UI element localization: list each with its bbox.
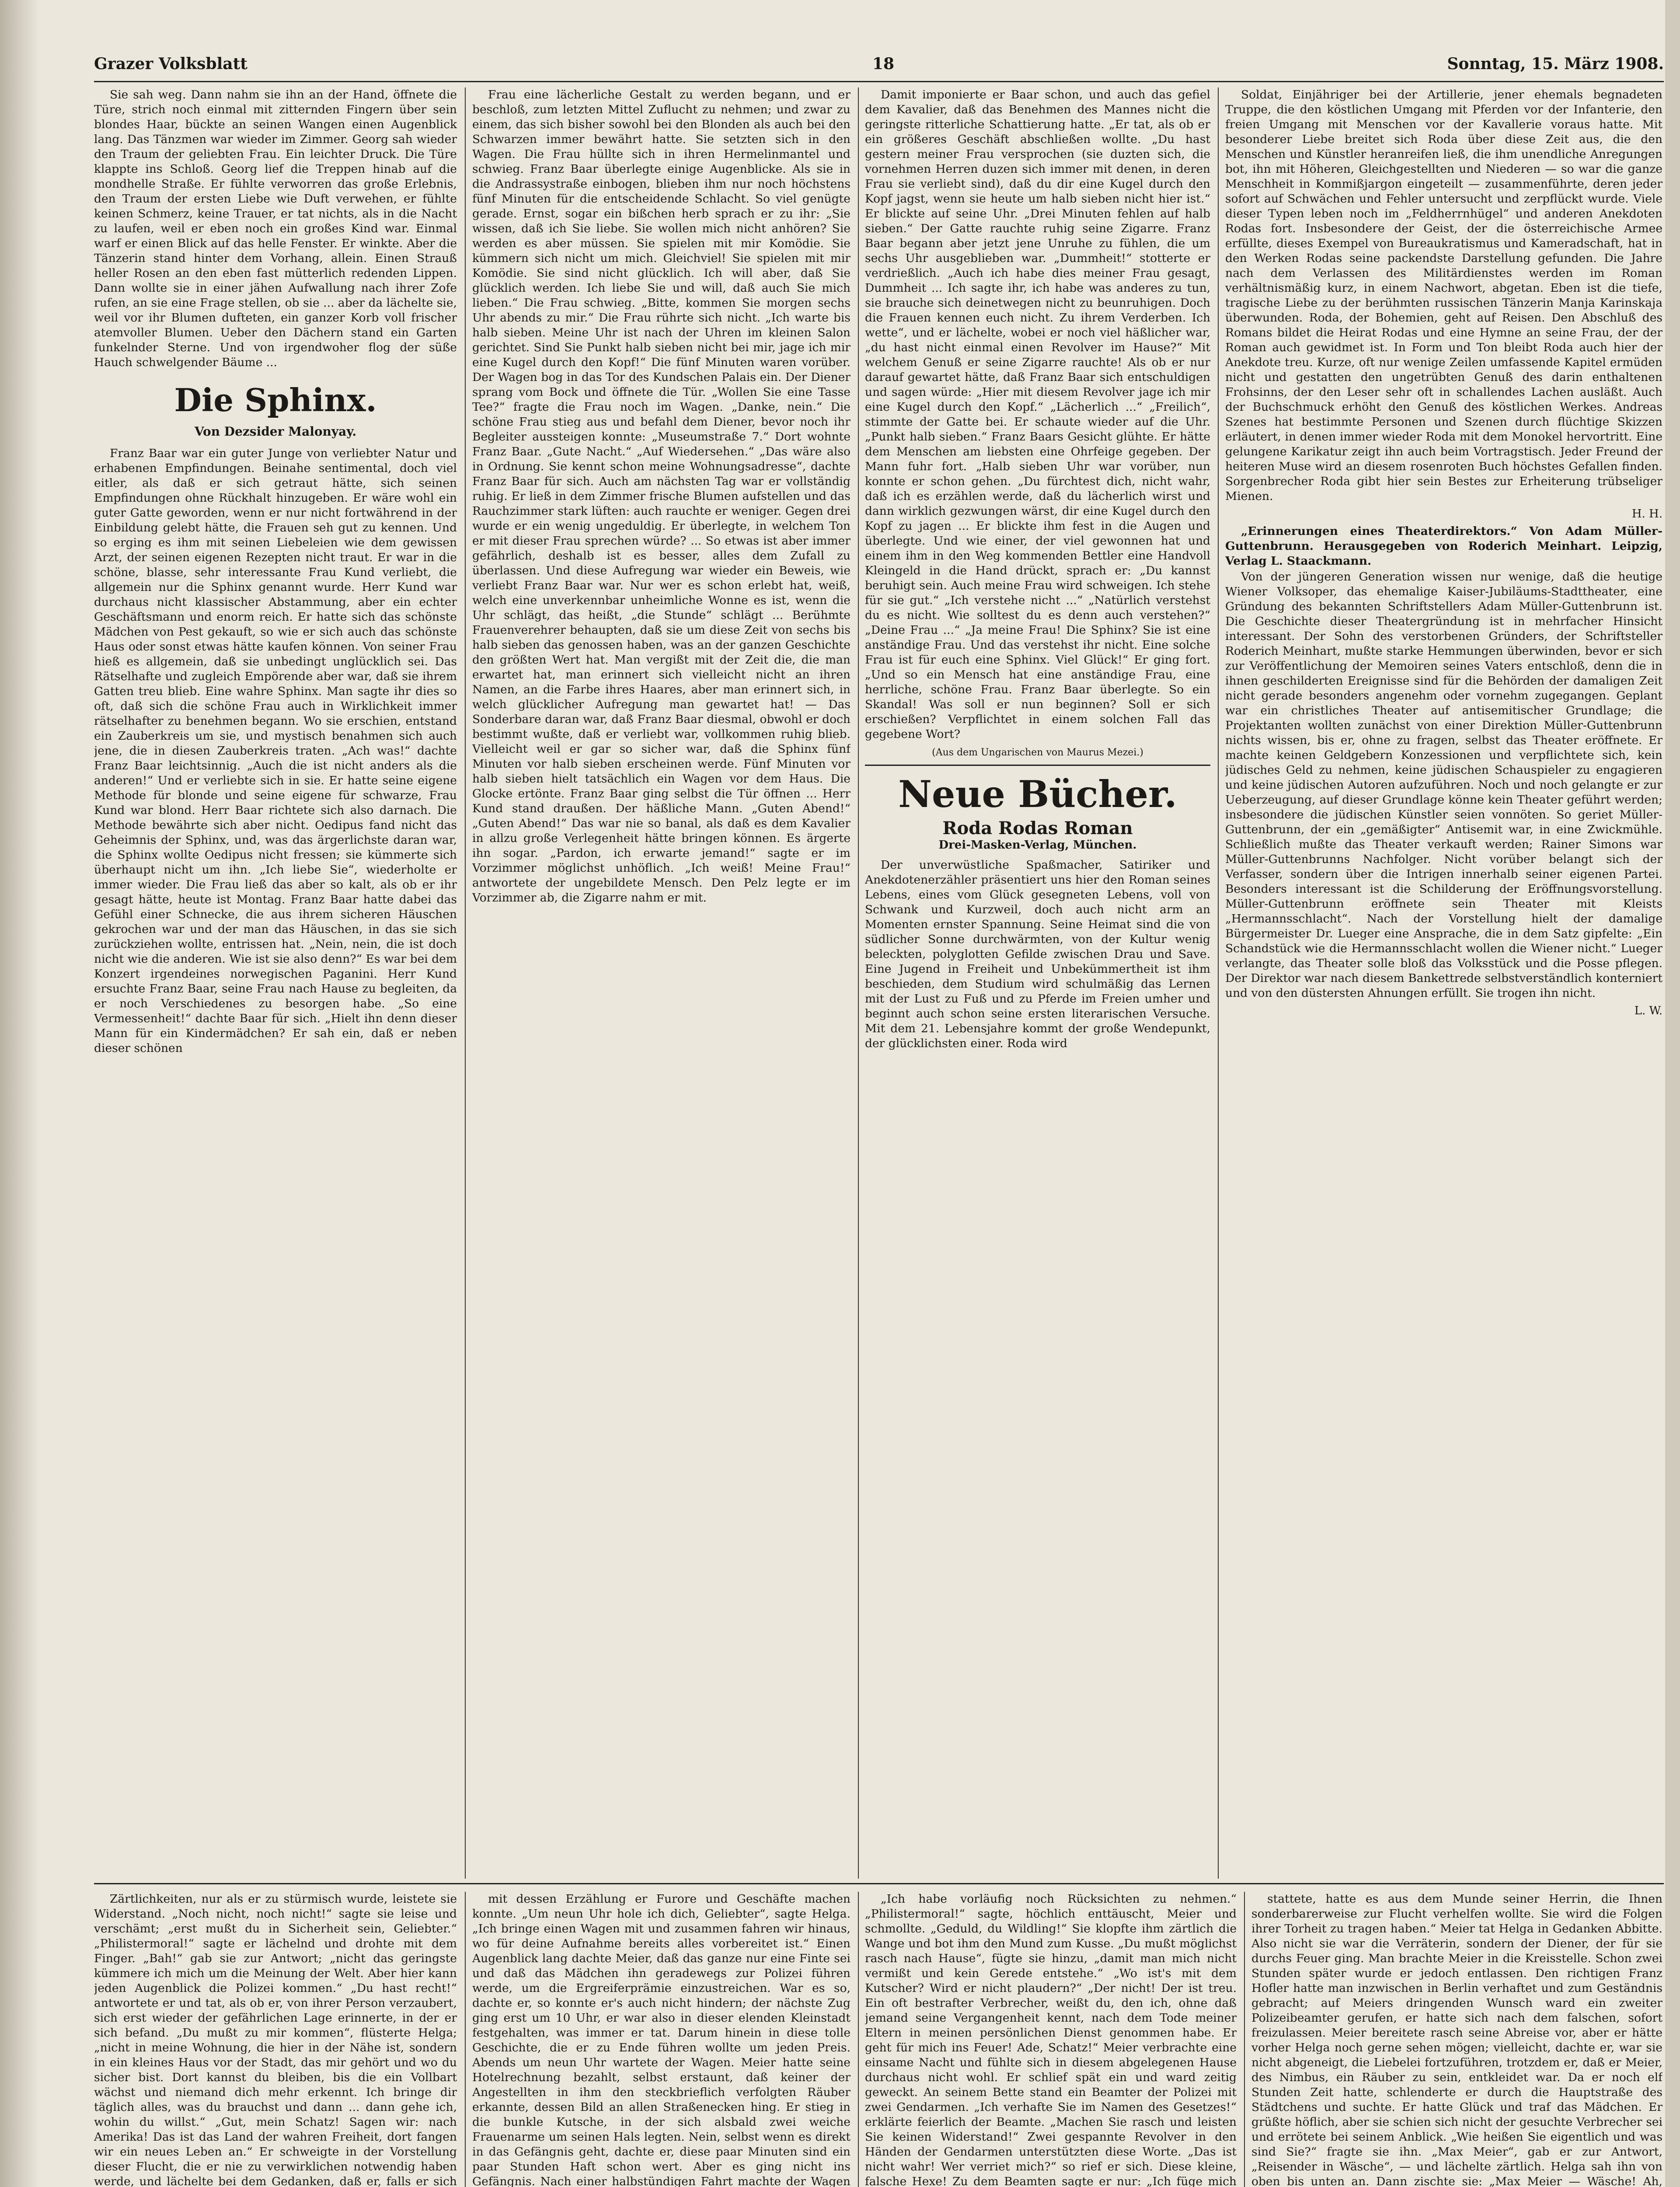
translation-credit: (Aus dem Ungarischen von Maurus Mezei.): [932, 747, 1143, 758]
serial-text-1: Zärtlichkeiten, nur als er zu stürmisch wurde, leistete sie Widerstand. „Noch nicht, noch nicht!“ sagte sie leise und verschämt; „erst mußt du in Sicherheit sein, Geliebter.“ „Philistermoral!“ sagte er lächelnd und drohte mit dem Finger. „Bah!“ gab sie zur Antwort; „nicht das geringste kümmere ich mich um die Meinung der Welt. Aber hier kann jeden Augenblick die Polizei kommen.“ „Du hast recht!“ antwortete er und tat, als ob er, von ihrer Person verzaubert, sich erst wieder der gefährlichen Lage erinnerte, in der er sich befand. „Du mußt zu mir kommen“, flüsterte Helga; „nicht in meine Wohnung, die hier in der Nähe ist, sondern in ein kleines Haus vor der Stadt, das mir gehört und wo du sicher bist. Dort kannst du bleiben, bis die ein Vollbart wächst und niemand dich mehr erkennt. Ich bringe dir täglich alles, was du brauchst und dann ... dann gehe ich, wohin du willst.“ „Gut, mein Schatz! Sagen wir: nach Amerika! Das ist das Land der wahren Freiheit, dort fangen wir ein neues Leben an.“ Er schweigte in der Vorstellung dieser Flucht, die er nie zu verwirklichen notwendig haben werde, und lächelte bei dem Gedanken, daß er, falls er sich: [94, 1892, 457, 2187]
issue-date: Sonntag, 15. März 1908.: [1447, 55, 1664, 73]
section-divider: [865, 765, 1210, 766]
serial-text-3: „Ich habe vorläufig noch Rücksichten zu nehmen.“ „Philistermoral!“ sagte, höchlich enttäuscht, Meier und schmollte. „Geduld, du Wildling!“ Sie klopfte ihm zärtlich die Wange und bot ihm den Mund zum Kusse. „Du mußt möglichst rasch nach Hause“, fügte sie hinzu, „damit man mich nicht vermißt und kein Gerede entstehe.“ „Wo ist's mit dem Kutscher? Wird er nicht plaudern?“ „Der nicht! Der ist treu. Ein oft bestrafter Verbrecher, weißt du, den ich, ohne daß jemand seine Vergangenheit kennt, nach dem Tode meiner Eltern in meinen persönlichen Dienst genommen habe. Er geht für mich ins Feuer! Ade, Schatz!“ Meier verbrachte eine einsame Nacht und fühlte sich in diesem abgelegenen Hause durchaus nicht wohl. Er schlief spät ein und ward zeitig geweckt. An seinem Bette stand ein Beamter der Polizei mit zwei Gendarmen. „Ich verhafte Sie im Namen des Gesetzes!“ erklärte feierlich der Beamte. „Machen Sie rasch und leisten Sie keinen Widerstand!“ Zwei gespannte Revolver in den Händen der Gendarmen unterstützten diese Worte. „Das ist nicht wahr! Wer verriet mich?“ so rief er sich. Diese kleine, falsche Hexe! Zu dem Beamten sagte er nur: „Ich füge mich: [865, 1892, 1237, 2187]
book-publisher: Drei-Masken-Verlag, München.: [938, 838, 1137, 852]
section-rule: [94, 1883, 1664, 1884]
column-rule: [1218, 87, 1219, 1879]
bottom-column-4: [1251, 1892, 1663, 2187]
page-header: [94, 55, 1664, 82]
column-rule: [465, 87, 466, 1879]
story-text-part-2: Frau eine lächerliche Gestalt zu werden begann, und er beschloß, zum letzten Mittel Zuflucht zu nehmen; und zwar zu einem, das sich bisher sowohl bei den Blonden als auch bei den Schwarzen immer bewährt hatte. Sie setzten sich in den Wagen. Die Frau hüllte sich in ihren Hermelinmantel und schwieg. Franz Baar überlegte einige Augenblicke. Als sie in die Andrassystraße einbogen, blieben ihm nur noch höchstens fünf Minuten für die entscheidende Schlacht. So viel genügte gerade. Ernst, sogar ein bißchen herb sprach er zu ihr: „Sie wissen, daß ich Sie liebe. Sie wollen mich nicht anhören? Sie werden es aber müssen. Sie spielen mit mir Komödie. Sie kümmern sich nicht um mich. Gleichviel! Sie spielen mit mir Komödie. Sie sind nicht glücklich. Ich will aber, daß Sie glücklich werden. Ich liebe Sie und will, daß auch Sie mich lieben.“ Die Frau schwieg. „Bitte, kommen Sie morgen sechs Uhr abends zu mir.“ Die Frau rührte sich nicht. „Ich warte bis halb sieben. Meine Uhr ist nach der Uhren im kleinen Salon gerichtet. Sind Sie Punkt halb sieben nicht bei mir, jage ich mir eine Kugel durch den Kopf!“ Die fünf Minuten waren vorüber. Der Wagen bog in das Tor des Kundschen Palais ein. Der Diener sprang vom Bock und öffnete die Tür. „Wollen Sie eine Tasse Tee?“ fragte die Frau noch im Wagen. „Danke, nein.“ Die schöne Frau stieg aus und befahl dem Diener, bevor noch ihr Begleiter aussteigen konnte: „Museumstraße 7.“ Dort wohnte Franz Baar. „Gute Nacht.“ „Auf Wiedersehen.“ „Das wäre also in Ordnung. Sie kennt schon meine Wohnungsadresse“, dachte Franz Baar für sich. Auch am nächsten Tag war er vollständig ruhig. Er ließ in dem Zimmer frische Blumen aufstellen und das Rauchzimmer stark lüften: auch rauchte er weniger. Gegen drei wurde er ein wenig ungeduldig. Er überlegte, in welchem Ton er mit dieser Frau sprechen würde? ... So etwas ist aber immer gefährlich, deshalb ist es besser, alles dem Zufall zu überlassen. Und diese Aufregung war wieder ein Beweis, wie verliebt Franz Baar war. Nur wer es schon erlebt hat, weiß, welch eine unverkennbar unheimliche Wonne es ist, wenn die Uhr schlägt, das heißt, „die Stunde“ schlägt ... Berühmte Frauenverehrer behaupten, daß sie um diese Zeit von sechs bis halb sieben das genossen haben, was an der ganzen Geschichte den größten Wert hat. Man vergißt mit der Zeit die, die man erwartet hat, man erinnert sich vielleicht nicht an ihren Namen, an die Farbe ihres Haares, aber man erinnert sich, in welch glücklicher Aufregung man gewartet hat! — Das Sonderbare daran war, daß Franz Baar diesmal, obwohl er doch bestimmt wußte, daß er verliebt war, vollkommen ruhig blieb. Vielleicht weil er gar so sicher war, daß die Sphinx fünf Minuten vor halb sieben erscheinen werde. Fünf Minuten vor halb sieben hielt tatsächlich ein Wagen vor dem Haus. Die Glocke ertönte. Franz Baar ging selbst die Tür öffnen ... Herr Kund stand draußen. Der häßliche Mann. „Guten Abend!“ „Guten Abend!“ Das war nie so banal, als daß es dem Kavalier in allzu große Verlegenheit hätte bringen können. Es ärgerte ihn sogar. „Pardon, ich erwarte jemand!“ sagte er im Vorzimmer möglichst unhöflich. „Ich weiß! Meine Frau!“ antwortete der ungebildete Mensch. Den Pelz legte er im Vorzimmer ab, die Zigarre nahm er mit.: [472, 88, 850, 905]
binding-shadow: [0, 0, 39, 2187]
column-rule: [858, 87, 859, 1879]
second-review-title: „Erinnerungen eines Theaterdirektors.“ Von Adam Müller-Guttenbrunn. Herausgegeben von Roderich Meinhart. Leipzig, Verlag L. Staackmann.: [1225, 524, 1663, 568]
book-review-title: Roda Rodas Roman: [942, 818, 1133, 838]
top-column-3: [865, 87, 1210, 1879]
bottom-column-3: [865, 1892, 1237, 2187]
serial-text-2: mit dessen Erzählung er Furore und Geschäfte machen konnte. „Um neun Uhr hole ich dich, Geliebter“, sagte Helga. „Ich bringe einen Wagen mit und zusammen fahren wir hinaus, wo für deine Aufnahme bereits alles vorbereitet ist.“ Einen Augenblick lang dachte Meier, daß das ganze nur eine Finte sei und daß das Mädchen ihn geradewegs zur Polizei führen werde, um die Ergreiferprämie einzustreichen. War es so, dachte er, so konnte er's auch nicht hindern; der nächste Zug ging erst um 10 Uhr, er war also in dieser elenden Kleinstadt festgehalten, was immer er tat. Darum hinein in diese tolle Geschichte, die er zu Ende führen wollte um jeden Preis. Abends um neun Uhr wartete der Wagen. Meier hatte seine Hotelrechnung bezahlt, selbst erstaunt, daß keiner der Angestellten in ihm den steckbrieflich verfolgten Räuber erkannte, dessen Bild an allen Straßenecken hing. Er stieg in die bunkle Kutsche, in der sich alsbald zwei weiche Frauenarme um seinen Hals legten. Nein, selbst wenn es direkt in das Gefängnis geht, dachte er, diese paar Minuten sind ein paar Stunden Haft schon wert. Aber es ging nicht ins Gefängnis. Nach einer halbstündigen Fahrt machte der Wagen: [472, 1892, 850, 2187]
review-signature: H. H.: [1631, 507, 1663, 521]
top-column-2: [472, 87, 850, 1879]
bottom-column-2: [472, 1892, 850, 2187]
column-rule: [465, 1892, 466, 2187]
story-byline: Von Dezsider Malonyay.: [194, 424, 357, 439]
serial-continuation: Sie sah weg. Dann nahm sie ihn an der Hand, öffnete die Türe, strich noch einmal mit zitternden Fingern über sein blondes Haar, bückte an seinen Wangen einen Augenblick lang. Das Tänzmen war wieder im Zimmer. Georg sah wieder den Traum der geliebten Frau. Ein leichter Druck. Die Türe klappte ins Schloß. Georg lief die Treppen hinab auf die mondhelle Straße. Er fühlte verworren das große Erlebnis, den Traum der ersten Liebe wie Duft verwehen, er fühlte keinen Schmerz, keine Trauer, er tat nichts, als in die Nacht zu laufen, weil er eben noch ein großes Kind war. Einmal warf er einen Blick auf das helle Fenster. Er winkte. Aber die Tänzerin stand hinter dem Vorhang, allein. Einen Strauß heller Rosen an den eben fast mütterlich redenden Lippen. Dann wollte sie in einer jähen Aufwallung nach ihrer Zofe rufen, an sie eine Frage stellen, ob sie ... aber da lächelte sie, weil vor ihr Blumen dufteten, ein ganzer Korb voll frischer atemvoller Blumen. Ueber den Dächern stand ein Garten funkelnder Sterne. Und von irgendwoher flog der süße Hauch schwelgender Bäume ...: [94, 88, 457, 369]
books-section-title: Neue Bücher.: [898, 772, 1177, 816]
second-review-text: Von der jüngeren Generation wissen nur wenige, daß die heutige Wiener Volksoper, das ehemalige Kaiser-Jubiläums-Stadttheater, eine Gründung des bekannten Schriftstellers Adam Müller-Guttenbrunn ist. Die Geschichte dieser Theatergründung ist in mehrfacher Hinsicht interessant. Der Sohn des verstorbenen Gründers, der Schriftsteller Roderich Meinhart, mußte starke Hemmungen überwinden, bevor er sich zur Veröffentlichung der Memoiren seines Vaters entschloß, denn die in ihnen geschilderten Ereignisse sind für die Behörden der damaligen Zeit nicht gerade besonders angenehm oder vornehm zugegangen. Geplant war ein christliches Theater auf antisemitischer Grundlage; die Projektanten wollten zunächst von einer Direktion Müller-Guttenbrunn nichts wissen, bis er, ohne zu fragen, selbst das Theater eröffnete. Er machte keinen Geldgebern Konzessionen und verpflichtete sich, kein jüdisches Geld zu nehmen, keine jüdischen Schauspieler zu engagieren und keine jüdischen Autoren aufzuführen. Noch und noch gelangte er zur Ueberzeugung, auf dieser Grundlage könne kein Theater geführt werden; insbesondere die jüdischen Künstler seien vonnöten. So geriet Müller-Guttenbrunn, der ein „gemäßigter“ Antisemit war, in eine Zwickmühle. Schließlich mußte das Theater verkauft werden; Rainer Simons war Müller-Guttenbrunns Nachfolger. Nicht vorüber belangt sich der Verfasser, sondern über die Intrigen innerhalb seiner eigenen Partei. Besonders interessant ist die Schilderung der Eröffnungsvorstellung. Müller-Guttenbrunn eröffnete sein Theater mit Kleists „Hermannsschlacht“. Nach der Vorstellung hielt der damalige Bürgermeister Dr. Lueger eine Ansprache, die in dem Satz gipfelte: „Ein Schandstück wie die Hermannsschlacht wollen die Wiener nicht.“ Lueger verlangte, das Theater solle bloß das Volksstück und die Posse pflegen. Der Direktor war nach diesem Bankettrede selbstverständlich konterniert und von den düstersten Ahnungen erfüllt. Sie trogen ihn nicht.: [1225, 570, 1663, 1000]
bottom-column-1: [94, 1892, 457, 2187]
column-rule: [1244, 1892, 1245, 2187]
masthead-name: Grazer Volksblatt: [94, 55, 247, 73]
book-review-text-2: Soldat, Einjähriger bei der Artillerie, jener ehemals begnadeten Truppe, die den köstlichen Umgang mit Pferden vor der Infanterie, den freien Umgang mit Menschen vor der Kavallerie voraus hatte. Mit besonderer Liebe breitet sich Roda über diese Zeit aus, die den Menschen und Künstler heranreifen ließ, die ihm unendliche Anregungen bot, ihn mit Höheren, Gleichgestellten und Niederen — so war die ganze Menschheit in Kommißjargon eingeteilt — zusammenführte, deren jeder sofort auf Schwächen und Fehler untersucht und zerpflückt wurde. Viele dieser Typen leben noch im „Feldherrnhügel“ und anderen Anekdoten Rodas fort. Insbesondere der Geist, der die österreichische Armee erfüllte, dieses Exempel von Bureaukratismus und Kameradschaft, hat in den Werken Rodas seine packendste Darstellung gefunden. Die Jahre nach dem Verlassen des Militärdienstes werden im Roman verhältnismäßig kurz, in einem Nachwort, abgetan. Eben ist die tiefe, tragische Liebe zu der berühmten russischen Tänzerin Manja Karinskaja überwunden. Roda, der Bohemien, geht auf Reisen. Den Abschluß des Romans bildet die Heirat Rodas und eine Hymne an seine Frau, der der Roman auch gewidmet ist. In Form und Ton bleibt Roda auch hier der Anekdote treu. Kurze, oft nur wenige Zeilen umfassende Kapitel ermüden nicht und gestatten den ungetrübten Genuß des darin enthaltenen Frohsinns, der den Leser sehr oft in schallendes Lachen ausläßt. Auch der Buchschmuck erhöht den Genuß des köstlichen Werkes. Andreas Szenes hat bestimmte Personen und Szenen durch flüchtige Skizzen erläutert, in denen immer wieder Roda mit dem Monokel hervortritt. Eine gelungene Karikatur zeigt ihn auch beim Vortragstisch. Jeder Freund der heiteren Muse wird an diesem rosenroten Buch höchstes Gefallen finden. Sorgenbrecher Roda gibt hier sein Bestes zur Erheiterung trübseliger Mienen.: [1225, 88, 1663, 503]
column-rule: [858, 1892, 859, 2187]
top-column-4: [1225, 87, 1663, 1879]
story-text-part-3: Damit imponierte er Baar schon, und auch das gefiel dem Kavalier, daß das Benehmen des Mannes nicht die geringste ritterliche Schattierung hatte. „Er tat, als ob er ein größeres Geschäft abschließen wollte. „Du hast gestern meiner Frau versprochen (sie duzten sich, die vornehmen Herren duzen sich immer mit denen, in deren Frau sie verliebt sind), daß du dir eine Kugel durch den Kopf jagst, wenn sie heute um halb sieben nicht hier ist.“ Er blickte auf seine Uhr. „Drei Minuten fehlen auf halb sieben.“ Der Gatte rauchte ruhig seine Zigarre. Franz Baar begann aber jetzt jene Unruhe zu fühlen, die um sechs Uhr ausgeblieben war. „Dummheit!“ stotterte er verdrießlich. „Auch ich habe dies meiner Frau gesagt, Dummheit ... Ich sagte ihr, ich habe was anderes zu tun, sie brauche sich deinetwegen nicht zu beunruhigen. Doch die Frauen kennen euch nicht. Zu ihrem Verderben. Ich wette“, und er lächelte, wobei er noch viel häßlicher war, „du hast nicht einmal einen Revolver im Hause?“ Mit welchem Genuß er seine Zigarre rauchte! Als ob er nur darauf gewartet hätte, daß Franz Baar sich entschuldigen und sagen würde: „Hier mit diesem Revolver jage ich mir eine Kugel durch den Kopf.“ „Lächerlich ...“ „Freilich“, stimmte der Gatte bei. Er schaute wieder auf die Uhr. „Punkt halb sieben.“ Franz Baars Gesicht glühte. Er hätte dem Menschen am liebsten eine Ohrfeige gegeben. Der Mann fuhr fort. „Halb sieben Uhr war vorüber, nun konnte er schon gehen. „Du fürchtest dich, nicht wahr, daß ich es erzählen werde, daß du lächerlich wirst und dann wirklich gezwungen wärst, dir eine Kugel durch den Kopf zu jagen ... Er blickte ihm fest in die Augen und überlegte. Und wie einer, der viel gewonnen hat und einem ihm in den Weg kommenden Bettler eine Handvoll Kleingeld in die Hand drückt, sprach er: „Du kannst beruhigt sein. Auch meine Frau wird schweigen. Ich stehe für sie gut.“ „Ich verstehe nicht ...“ „Natürlich verstehst du es nicht. Wie solltest du es denn auch verstehen?“ „Deine Frau ...“ „Ja meine Frau! Die Sphinx? Sie ist eine anständige Frau. Und das verstehst ihr nicht. Eine solche Frau ist für euch eine Sphinx. Viel Glück!“ Er ging fort. „Und so ein Mensch hat eine anständige Frau, eine herrliche, schöne Frau. Franz Baar überlegte. So ein Skandal! Was soll er nun beginnen? Soll er sich erschießen? Verpflichtet in einem solchen Fall das gegebene Wort?: [865, 88, 1210, 741]
second-review-signature: L. W.: [1634, 1004, 1663, 1017]
top-column-1: [94, 87, 457, 1879]
page-number: 18: [872, 55, 895, 73]
story-text-part-1: Franz Baar war ein guter Junge von verliebter Natur und erhabenen Empfindungen. Beinahe sentimental, doch viel eitler, als daß er sich getraut hätte, sich seinen Empfindungen ohne Rückhalt hinzugeben. Er wäre wohl ein guter Gatte geworden, wenn er nur nicht fortwährend in der Einbildung gelebt hätte, die Frauen seh gut zu kennen. Und so erging es ihm mit seinen Liebeleien wie dem gewissen Arzt, der seinen eigenen Rezepten nicht traut. Er war in die schöne, blasse, sehr interessante Frau Kund verliebt, die allgemein nur die Sphinx genannt wurde. Herr Kund war durchaus nicht klassischer Abstammung, aber ein echter Geschäftsmann und enorm reich. Er hatte sich das schönste Mädchen von Pest gekauft, so wie er sich auch das schönste Haus oder sonst etwas hätte kaufen können. Von seiner Frau hieß es allgemein, daß sie unbedingt unglücklich sei. Das Rätselhafte und zugleich Empörende aber war, daß sie ihrem Gatten treu blieb. Eine wahre Sphinx. Man sagte ihr dies so oft, daß sich die schöne Frau auch in Wirklichkeit immer rätselhafter zu benehmen begann. Wo sie erschien, entstand ein Zauberkreis um sie, und mystisch benahmen sich auch jene, die in diesen Zauberkreis traten. „Ach was!“ dachte Franz Baar leichtsinnig. „Auch die ist nicht anders als die anderen!“ Und er verliebte sich in sie. Er hatte seine eigene Methode für blonde und seine eigene für schwarze, Frau Kund war blond. Herr Baar richtete sich also darnach. Die Methode bewährte sich aber nicht. Oedipus fand nicht das Geheimnis der Sphinx, und, was das ärgerlichste daran war, die Sphinx wollte Oedipus nicht fressen; sie kümmerte sich überhaupt nicht um ihn. „Ich liebe Sie“, wiederholte er immer wieder. Die Frau ließ das aber so kalt, als ob er ihr gesagt hätte, heute ist Montag. Franz Baar hatte dabei das Gefühl einer Schnecke, die aus ihrem sicheren Häuschen gekrochen war und der man das Häuschen, in das sie sich zurückziehen wollte, entrissen hat. „Nein, nein, die ist doch nicht wie die anderen. Wie ist sie also denn?“ Es war bei dem Konzert irgendeines norwegischen Paganini. Herr Kund ersuchte Franz Baar, seine Frau nach Hause zu begleiten, da er noch Verschiedenes zu besorgen habe. „So eine Vermessenheit!“ dachte Baar für sich. „Hielt ihn denn dieser Mann für ein Kindermädchen? Er sah ein, daß er neben dieser schönen: [94, 447, 457, 1055]
serial-text-4: stattete, hatte es aus dem Munde seiner Herrin, die Ihnen sonderbarerweise zur Flucht verhelfen wollte. Sie wird die Folgen ihrer Torheit zu tragen haben.“ Meier tat Helga in Gedanken Abbitte. Also nicht sie war die Verräterin, sondern der Diener, der für sie durchs Feuer ging. Man brachte Meier in die Kreisstelle. Schon zwei Stunden später wurde er jedoch entlassen. Den richtigen Franz Hofler hatte man inzwischen in Berlin verhaftet und zum Geständnis gebracht; auf Meiers dringenden Wunsch ward ein zweiter Polizeibeamter gerufen, er hatte sich nach dem falschen, sofort freizulassen. Meier bereitete rasch seine Abreise vor, aber er hätte vorher Helga noch gerne sehen mögen; vielleicht, dachte er, war sie nicht abgeneigt, die Liebelei fortzuführen, trotzdem er, daß er Meier, des Nimbus, ein Räuber zu sein, entkleidet war. Da er noch elf Stunden Zeit hatte, schlenderte er durch die Hauptstraße des Städtchens und suchte. Er hatte Glück und traf das Mädchen. Er grüßte höflich, aber sie schien sich nicht der gesuchte Verbrecher sei und errötete bei seinem Anblick. „Wie heißen Sie eigentlich und was sind Sie?“ fragte sie ihn. „Max Meier“, gab er zur Antwort, „Reisender in Wäsche“, — und lächelte zärtlich. Helga sah ihn von oben bis unten an. Dann zischte sie: „Max Meier — Wäsche! Ah,: [1251, 1892, 1663, 2187]
story-title: Die Sphinx.: [174, 381, 377, 419]
page-edge: [1665, 0, 1680, 2187]
book-review-text-1: Der unverwüstliche Spaßmacher, Satiriker und Anekdotenerzähler präsentiert uns hier den Roman seines Lebens, eines vom Glück gesegneten Lebens, voll von Schwank und Kurzweil, doch auch nicht arm an Momenten ernster Spannung. Seine Heimat sind die von südlicher Sonne durchwärmten, von der Kultur wenig beleckten, polyglotten Gefilde zwischen Drau und Save. Eine Jugend in Freiheit und Unbekümmertheit ist ihm beschieden, dem Studium wird schulmäßig das Lernen mit der Lust zu Fuß und zu Pferde im Freien umher und beginnt auch schon seine ersten literarischen Versuche. Mit dem 21. Lebensjahre kommt der große Wendepunkt, der glücklichsten einer. Roda wird: [865, 858, 1210, 1050]
